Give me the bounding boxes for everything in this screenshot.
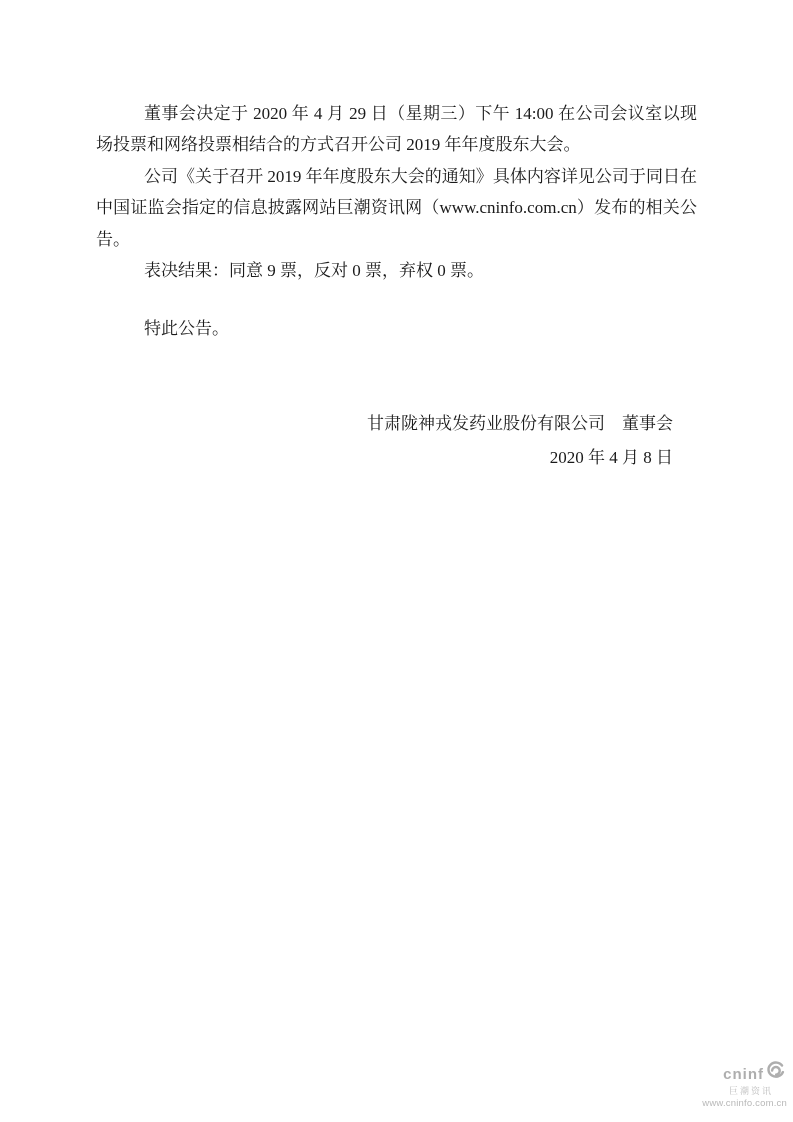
cninfo-url: www.cninfo.com.cn bbox=[702, 1098, 787, 1109]
cninfo-watermark bbox=[701, 1063, 787, 1109]
cninfo-logo-text: cninf bbox=[723, 1065, 764, 1083]
paragraph-notice-reference: 公司《关于召开 2019 年年度股东大会的通知》具体内容详见公司于同日在中国证监会指定的信息披露网站巨潮资讯网（www.cninfo.com.cn）发布的相关公告。 bbox=[96, 166, 697, 249]
cninfo-logo-swirl-icon bbox=[765, 1061, 785, 1085]
paragraph-meeting-decision: 董事会决定于 2020 年 4 月 29 日（星期三）下午 14:00 在公司会议室以现场投票和网络投票相结合的方式召开公司 2019 年年度股东大会。 bbox=[96, 104, 697, 155]
cninfo-chinese-label: 巨潮资讯 bbox=[728, 1086, 773, 1096]
document-body bbox=[0, 0, 793, 475]
cninfo-logo-row bbox=[701, 1063, 787, 1085]
paragraph-closing-statement: 特此公告。 bbox=[144, 319, 229, 339]
signature-date-line: 2020 年 4 月 8 日 bbox=[549, 447, 673, 467]
paragraph-vote-result: 表决结果：同意 9 票，反对 0 票，弃权 0 票。 bbox=[144, 261, 484, 281]
signature-company-line: 甘肃陇神戎发药业股份有限公司 董事会 bbox=[367, 413, 673, 433]
signature-block bbox=[96, 407, 697, 475]
